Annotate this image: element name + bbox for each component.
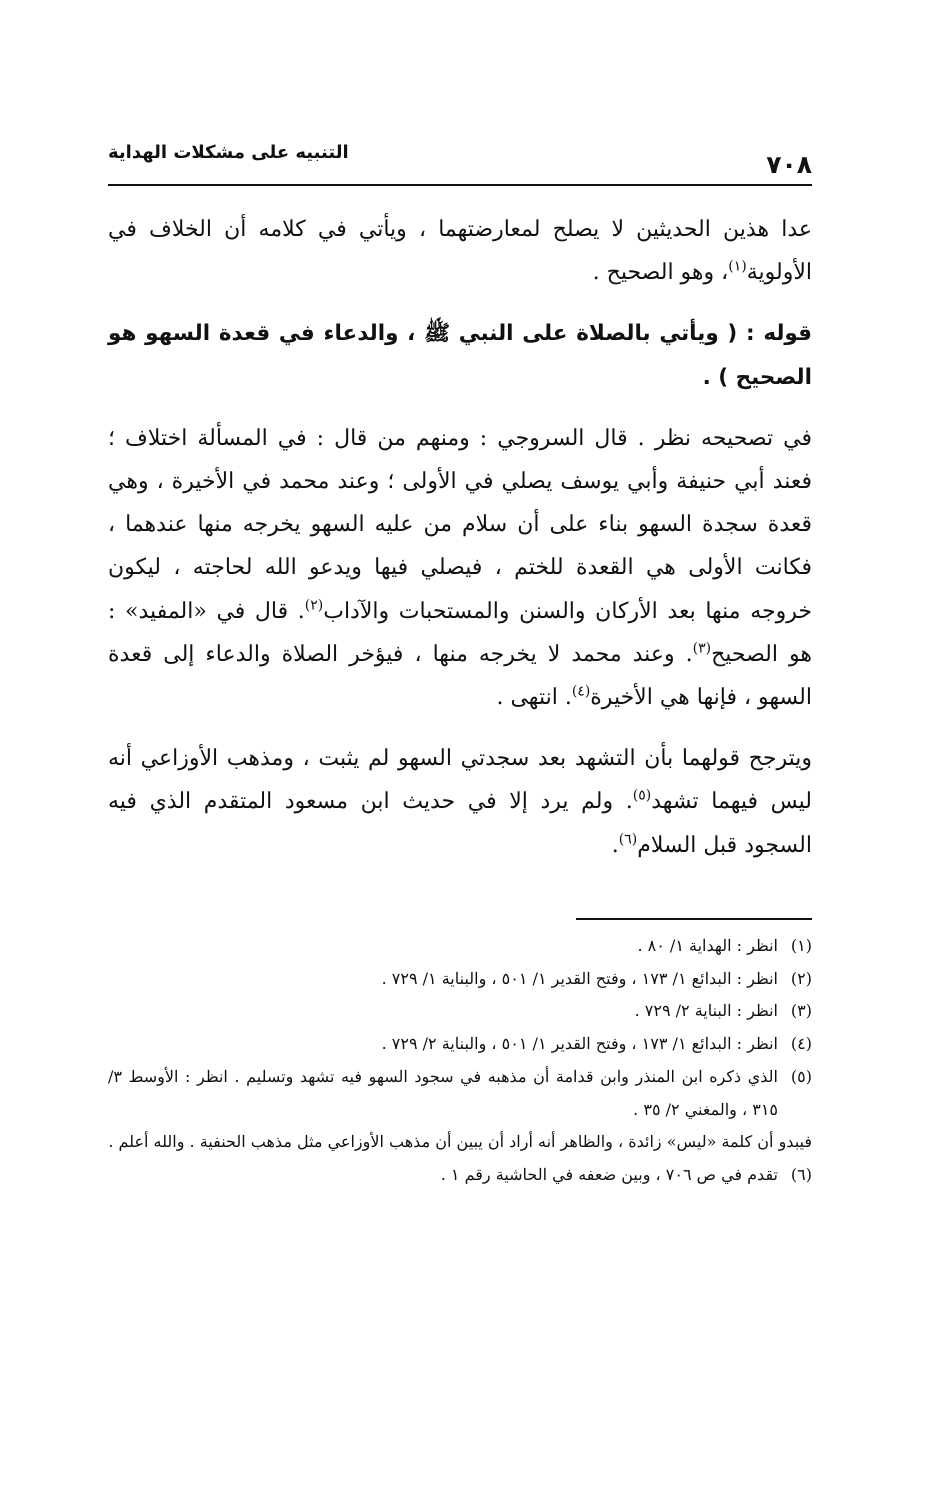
footnotes xyxy=(108,930,812,1192)
footnote-text: انظر : البناية ٢/ ٧٢٩ . xyxy=(634,1001,778,1021)
footnote-4 xyxy=(108,1028,812,1061)
footnote-1 xyxy=(108,930,812,963)
paragraph-3-part-b: . قال في «المفيد» : هو الصحيح xyxy=(108,598,812,667)
paragraph-4 xyxy=(108,737,812,867)
footnote-number: (٢) xyxy=(790,968,812,988)
quoted-matn: قوله : ( ويأتي بالصلاة على النبي ﷺ ، والدعاء في قعدة السهو هو الصحيح ) . xyxy=(108,321,812,390)
paragraph-3-part-d: . انتهى . xyxy=(496,685,572,711)
main-text xyxy=(108,208,812,867)
footnote-5 xyxy=(108,1061,812,1126)
footnote-number: (٥) xyxy=(790,1066,812,1086)
footnote-text: انظر : البدائع ١/ ١٧٣ ، وفتح القدير ١/ ٥٠١ ، والبناية ٢/ ٧٢٩ . xyxy=(381,1034,778,1054)
footnote-5-continuation: فيبدو أن كلمة «ليس» زائدة ، والظاهر أنه أراد أن يبين أن مذهب الأوزاعي مثل مذهب الحنفية . والله أعلم . xyxy=(108,1132,812,1152)
footnote-ref-6: (٦) xyxy=(618,831,638,848)
footnote-number: (٤) xyxy=(790,1034,812,1054)
page-header xyxy=(108,138,812,186)
footnote-number: (٦) xyxy=(790,1164,812,1184)
paragraph-4-part-b: . ولم يرد إلا في حديث ابن مسعود المتقدم الذي فيه السجود قبل السلام xyxy=(108,789,812,858)
footnote-ref-5: (٥) xyxy=(632,788,652,805)
footnote-ref-1: (١) xyxy=(728,258,747,275)
footnote-2 xyxy=(108,963,812,996)
footnote-number: (٣) xyxy=(790,1001,812,1021)
footnote-6 xyxy=(108,1159,812,1192)
paragraph-3 xyxy=(108,417,812,719)
footnote-text: انظر : الهداية ١/ ٨٠ . xyxy=(637,936,778,955)
footnote-ref-4: (٤) xyxy=(571,683,591,700)
paragraph-1 xyxy=(108,208,812,294)
footnote-3 xyxy=(108,995,812,1028)
footnote-text: تقدم في ص ٧٠٦ ، وبين ضعفه في الحاشية رقم ١ . xyxy=(440,1164,778,1184)
running-title: التنبيه على مشكلات الهداية xyxy=(108,142,349,163)
paragraph-3-part-c: . وعند محمد لا يخرجه منها ، فيؤخر الصلاة والدعاء إلى قعدة السهو ، فإنها هي الأخيرة xyxy=(108,641,812,711)
footnote-ref-3: (٣) xyxy=(692,640,712,657)
footnote-separator xyxy=(576,918,812,920)
footnote-text: انظر : البدائع ١/ ١٧٣ ، وفتح القدير ١/ ٥٠١ ، والبناية ١/ ٧٢٩ . xyxy=(381,968,778,988)
paragraph-1-text: عدا هذين الحديثين لا يصلح لمعارضتهما ، ويأتي في كلامه أن الخلاف في الأولوية xyxy=(108,217,812,286)
paragraph-1-after: ، وهو الصحيح . xyxy=(592,260,729,286)
footnote-ref-2: (٢) xyxy=(304,597,324,614)
paragraph-3-part-a: في تصحيحه نظر . قال السروجي : ومنهم من قال : في المسألة اختلاف ؛ فعند أبي حنيفة وأبي يوسف يصلي في الأولى ؛ وعند محمد في الأخيرة ، وهي قعدة سجدة السهو بناء على أن سلام من عليه السهو يخرجه منها عندهما ، فكانت الأولى هي القعدة للختم ، فيصلي فيها ويدعو الله لحاجته ، ليكون خروجه منها بعد الأركان والسنن والمستحبات والآداب xyxy=(108,425,812,624)
paragraph-4-part-a: ويترجح قولهما بأن التشهد بعد سجدتي السهو لم يثبت ، ومذهب الأوزاعي أنه ليس فيهما تشهد xyxy=(108,746,812,815)
paragraph-4-part-c: . xyxy=(611,832,619,858)
footnote-text: الذي ذكره ابن المنذر وابن قدامة أن مذهبه في سجود السهو فيه تشهد وتسليم . انظر : الأوسط ٣/ ٣١٥ ، والمغني ٢/ ٣٥ . xyxy=(108,1066,778,1119)
footnote-number: (١) xyxy=(790,936,812,955)
page-number: ٧٠٨ xyxy=(766,150,812,179)
